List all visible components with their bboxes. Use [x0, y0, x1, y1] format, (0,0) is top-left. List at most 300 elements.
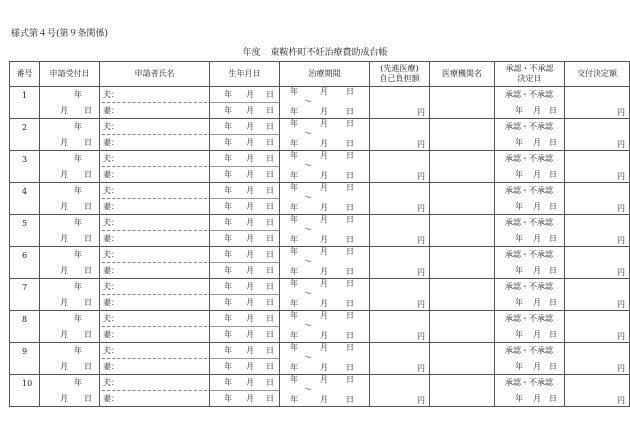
approval-label: 承認・不承認 [505, 154, 553, 163]
month-label: 月 [320, 267, 328, 276]
row-number: 4 [22, 187, 28, 196]
applicant-name-cell[interactable] [100, 151, 210, 183]
month-label: 月 [533, 266, 541, 275]
header-institution: 医療機関名 [430, 62, 495, 87]
month-label: 月 [533, 234, 541, 243]
institution-cell[interactable] [430, 279, 495, 311]
birth-date-cell[interactable] [210, 87, 280, 119]
applicant-name-cell[interactable] [100, 343, 210, 375]
row-number: 7 [22, 283, 28, 292]
month-label: 月 [60, 298, 68, 307]
ledger-table [9, 61, 630, 407]
tilde: ～ [304, 193, 312, 202]
husband-label: 夫： [103, 314, 119, 323]
month-label: 月 [246, 218, 254, 227]
husband-label: 夫： [103, 218, 119, 227]
month-label: 月 [246, 378, 254, 387]
month-label: 月 [246, 106, 254, 115]
treatment-period-cell[interactable] [280, 311, 370, 343]
year-label: 年 [515, 202, 523, 211]
tilde: ～ [304, 161, 312, 170]
tilde: ～ [304, 129, 312, 138]
day-label: 日 [346, 299, 354, 308]
year-label: 年 [290, 107, 298, 116]
tilde: ～ [304, 225, 312, 234]
day-label: 日 [266, 106, 274, 115]
month-label: 月 [320, 247, 328, 256]
day-label: 日 [549, 202, 557, 211]
header-approval-line1: 承認・不承認 [505, 64, 554, 73]
applicant-name-cell[interactable] [100, 279, 210, 311]
husband-label: 夫： [103, 90, 119, 99]
approval-label: 承認・不承認 [505, 314, 553, 323]
self-pay-cell[interactable] [370, 375, 430, 407]
institution-cell[interactable] [430, 87, 495, 119]
treatment-period-cell[interactable] [280, 279, 370, 311]
row-number: 2 [22, 123, 28, 132]
year-label: 年 [74, 378, 82, 387]
applicant-name-cell[interactable] [100, 311, 210, 343]
approval-cell[interactable] [495, 247, 565, 279]
grant-amount-cell[interactable] [565, 279, 630, 311]
approval-cell[interactable] [495, 183, 565, 215]
month-label: 月 [320, 279, 328, 288]
treatment-period-cell[interactable] [280, 151, 370, 183]
year-label: 年 [224, 186, 232, 195]
year-label: 年 [515, 106, 523, 115]
year-label: 年 [74, 282, 82, 291]
application-date-cell[interactable] [40, 151, 100, 183]
table-row [10, 279, 630, 311]
month-label: 月 [320, 395, 328, 404]
tilde: ～ [304, 97, 312, 106]
header-applicant-name: 申請者氏名 [100, 62, 210, 87]
day-label: 日 [266, 250, 274, 259]
year-label: 年 [74, 250, 82, 259]
month-label: 月 [246, 394, 254, 403]
table-row [10, 311, 630, 343]
approval-cell[interactable] [495, 279, 565, 311]
name-divider [102, 198, 207, 199]
month-label: 月 [246, 90, 254, 99]
year-label: 年 [290, 203, 298, 212]
day-label: 日 [266, 314, 274, 323]
grant-amount-cell[interactable] [565, 183, 630, 215]
month-label: 月 [246, 186, 254, 195]
table-row [10, 119, 630, 151]
row-number: 1 [22, 91, 28, 100]
yen-label: 円 [617, 108, 625, 117]
tilde: ～ [304, 257, 312, 266]
tilde: ～ [304, 321, 312, 330]
treatment-period-cell[interactable] [280, 215, 370, 247]
institution-cell[interactable] [430, 343, 495, 375]
tilde: ～ [304, 353, 312, 362]
name-divider [102, 230, 207, 231]
year-label: 年 [290, 279, 298, 288]
yen-label: 円 [617, 364, 625, 373]
yen-label: 円 [617, 140, 625, 149]
self-pay-cell[interactable] [370, 87, 430, 119]
year-label: 年 [515, 362, 523, 371]
wife-label: 妻： [103, 170, 119, 179]
year-label: 年 [290, 343, 298, 352]
year-label: 年 [224, 218, 232, 227]
application-date-cell[interactable] [40, 119, 100, 151]
row-number-cell [10, 247, 40, 279]
treatment-period-cell[interactable] [280, 183, 370, 215]
wife-label: 妻： [103, 362, 119, 371]
row-number: 8 [22, 315, 28, 324]
month-label: 月 [246, 250, 254, 259]
birth-divider [210, 262, 279, 263]
header-application-date: 申請受付日 [40, 62, 100, 87]
day-label: 日 [346, 375, 354, 384]
grant-amount-cell[interactable] [565, 343, 630, 375]
treatment-period-cell[interactable] [280, 119, 370, 151]
treatment-period-cell[interactable] [280, 247, 370, 279]
treatment-period-cell[interactable] [280, 343, 370, 375]
institution-cell[interactable] [430, 151, 495, 183]
year-label: 年 [290, 247, 298, 256]
yen-label: 円 [417, 204, 425, 213]
approval-cell[interactable] [495, 215, 565, 247]
month-label: 月 [320, 171, 328, 180]
month-label: 月 [246, 234, 254, 243]
year-label: 年 [290, 139, 298, 148]
day-label: 日 [346, 107, 354, 116]
table-row [10, 247, 630, 279]
month-label: 月 [60, 362, 68, 371]
month-label: 月 [246, 282, 254, 291]
grant-amount-cell[interactable] [565, 151, 630, 183]
day-label: 日 [84, 202, 92, 211]
month-label: 月 [320, 235, 328, 244]
name-divider [102, 262, 207, 263]
table-row [10, 343, 630, 375]
year-label: 年 [290, 171, 298, 180]
approval-cell[interactable] [495, 119, 565, 151]
header-grant-amount: 交付決定額 [565, 62, 630, 87]
year-label: 年 [224, 346, 232, 355]
grant-amount-cell[interactable] [565, 215, 630, 247]
header-row [10, 62, 630, 87]
day-label: 日 [549, 298, 557, 307]
header-treatment-period: 治療期間 [280, 62, 370, 87]
self-pay-cell[interactable] [370, 183, 430, 215]
year-label: 年 [515, 170, 523, 179]
month-label: 月 [246, 170, 254, 179]
day-label: 日 [346, 267, 354, 276]
birth-date-cell[interactable] [210, 375, 280, 407]
row-number: 10 [22, 379, 33, 388]
month-label: 月 [320, 107, 328, 116]
application-date-cell[interactable] [40, 215, 100, 247]
day-label: 日 [84, 298, 92, 307]
self-pay-cell[interactable] [370, 151, 430, 183]
yen-label: 円 [417, 332, 425, 341]
day-label: 日 [346, 395, 354, 404]
header-self-pay [370, 62, 430, 87]
month-label: 月 [246, 330, 254, 339]
day-label: 日 [266, 330, 274, 339]
day-label: 日 [84, 266, 92, 275]
row-number: 6 [22, 251, 28, 260]
day-label: 日 [549, 330, 557, 339]
self-pay-cell[interactable] [370, 247, 430, 279]
applicant-name-cell[interactable] [100, 119, 210, 151]
month-label: 月 [533, 330, 541, 339]
birth-divider [210, 230, 279, 231]
page-title [0, 45, 630, 58]
year-label: 年 [74, 186, 82, 195]
month-label: 月 [320, 299, 328, 308]
table-row [10, 375, 630, 407]
year-label: 年 [290, 363, 298, 372]
row-number: 9 [22, 347, 28, 356]
month-label: 月 [320, 183, 328, 192]
day-label: 日 [266, 186, 274, 195]
treatment-period-cell[interactable] [280, 375, 370, 407]
approval-cell[interactable] [495, 343, 565, 375]
applicant-name-cell[interactable] [100, 183, 210, 215]
year-label: 年 [290, 215, 298, 224]
day-label: 日 [549, 138, 557, 147]
day-label: 日 [346, 203, 354, 212]
yen-label: 円 [617, 396, 625, 405]
birth-divider [210, 390, 279, 391]
day-label: 日 [549, 266, 557, 275]
year-label: 年 [74, 218, 82, 227]
year-label: 年 [224, 298, 232, 307]
yen-label: 円 [417, 236, 425, 245]
institution-cell[interactable] [430, 215, 495, 247]
wife-label: 妻： [103, 106, 119, 115]
month-label: 月 [246, 202, 254, 211]
month-label: 月 [60, 234, 68, 243]
institution-cell[interactable] [430, 311, 495, 343]
institution-cell[interactable] [430, 183, 495, 215]
approval-cell[interactable] [495, 151, 565, 183]
year-label: 年 [224, 314, 232, 323]
day-label: 日 [346, 363, 354, 372]
year-label: 年 [515, 234, 523, 243]
table-row [10, 215, 630, 247]
row-number-cell [10, 151, 40, 183]
month-label: 月 [533, 170, 541, 179]
husband-label: 夫： [103, 282, 119, 291]
header-approval [495, 62, 565, 87]
year-label: 年 [224, 282, 232, 291]
row-number-cell [10, 375, 40, 407]
month-label: 月 [320, 203, 328, 212]
day-label: 日 [266, 90, 274, 99]
institution-cell[interactable] [430, 247, 495, 279]
day-label: 日 [84, 138, 92, 147]
year-label: 年 [224, 122, 232, 131]
grant-amount-cell[interactable] [565, 119, 630, 151]
approval-label: 承認・不承認 [505, 122, 553, 131]
row-number-cell [10, 343, 40, 375]
birth-date-cell[interactable] [210, 183, 280, 215]
self-pay-cell[interactable] [370, 311, 430, 343]
application-date-cell[interactable] [40, 183, 100, 215]
row-number-cell [10, 215, 40, 247]
name-divider [102, 358, 207, 359]
self-pay-cell[interactable] [370, 215, 430, 247]
self-pay-cell[interactable] [370, 343, 430, 375]
birth-date-cell[interactable] [210, 279, 280, 311]
yen-label: 円 [417, 140, 425, 149]
month-label: 月 [320, 311, 328, 320]
day-label: 日 [84, 106, 92, 115]
wife-label: 妻： [103, 202, 119, 211]
application-date-cell[interactable] [40, 87, 100, 119]
birth-date-cell[interactable] [210, 119, 280, 151]
day-label: 日 [266, 234, 274, 243]
month-label: 月 [320, 151, 328, 160]
row-number-cell [10, 311, 40, 343]
grant-amount-cell[interactable] [565, 311, 630, 343]
day-label: 日 [549, 362, 557, 371]
institution-cell[interactable] [430, 375, 495, 407]
day-label: 日 [266, 138, 274, 147]
table-row [10, 151, 630, 183]
day-label: 日 [549, 106, 557, 115]
husband-label: 夫： [103, 154, 119, 163]
approval-label: 承認・不承認 [505, 186, 553, 195]
month-label: 月 [60, 394, 68, 403]
birth-date-cell[interactable] [210, 343, 280, 375]
application-date-cell[interactable] [40, 247, 100, 279]
year-label: 年 [224, 106, 232, 115]
year-label: 年 [224, 170, 232, 179]
application-date-cell[interactable] [40, 311, 100, 343]
birth-divider [210, 198, 279, 199]
year-label: 年 [290, 299, 298, 308]
month-label: 月 [60, 138, 68, 147]
day-label: 日 [266, 218, 274, 227]
table-row [10, 87, 630, 119]
year-label: 年 [290, 267, 298, 276]
header-self-pay-line1: (先進医療) [380, 64, 419, 73]
name-divider [102, 390, 207, 391]
year-label: 年 [224, 90, 232, 99]
name-divider [102, 134, 207, 135]
application-date-cell[interactable] [40, 279, 100, 311]
name-divider [102, 326, 207, 327]
day-label: 日 [346, 119, 354, 128]
approval-label: 承認・不承認 [505, 378, 553, 387]
approval-label: 承認・不承認 [505, 346, 553, 355]
self-pay-cell[interactable] [370, 279, 430, 311]
grant-amount-cell[interactable] [565, 375, 630, 407]
month-label: 月 [60, 330, 68, 339]
yen-label: 円 [617, 268, 625, 277]
grant-amount-cell[interactable] [565, 247, 630, 279]
day-label: 日 [266, 378, 274, 387]
name-divider [102, 166, 207, 167]
application-date-cell[interactable] [40, 343, 100, 375]
day-label: 日 [84, 170, 92, 179]
self-pay-cell[interactable] [370, 119, 430, 151]
row-number-cell [10, 183, 40, 215]
year-label: 年 [74, 346, 82, 355]
year-label: 年 [290, 151, 298, 160]
month-label: 月 [533, 138, 541, 147]
month-label: 月 [320, 375, 328, 384]
day-label: 日 [346, 311, 354, 320]
month-label: 月 [60, 170, 68, 179]
month-label: 月 [60, 266, 68, 275]
birth-divider [210, 102, 279, 103]
day-label: 日 [346, 331, 354, 340]
row-number: 5 [22, 219, 28, 228]
day-label: 日 [84, 234, 92, 243]
month-label: 月 [60, 202, 68, 211]
grant-amount-cell[interactable] [565, 87, 630, 119]
day-label: 日 [346, 215, 354, 224]
institution-cell[interactable] [430, 119, 495, 151]
month-label: 月 [246, 298, 254, 307]
approval-cell[interactable] [495, 375, 565, 407]
tilde: ～ [304, 385, 312, 394]
year-label: 年 [515, 266, 523, 275]
day-label: 日 [549, 234, 557, 243]
approval-cell[interactable] [495, 311, 565, 343]
yen-label: 円 [417, 396, 425, 405]
year-label: 年 [290, 87, 298, 96]
application-date-cell[interactable] [40, 375, 100, 407]
row-number: 3 [22, 155, 28, 164]
birth-date-cell[interactable] [210, 151, 280, 183]
yen-label: 円 [417, 172, 425, 181]
year-label: 年 [224, 394, 232, 403]
month-label: 月 [533, 202, 541, 211]
month-label: 月 [320, 119, 328, 128]
wife-label: 妻： [103, 138, 119, 147]
year-label: 年 [74, 122, 82, 131]
approval-label: 承認・不承認 [505, 250, 553, 259]
applicant-name-cell[interactable] [100, 87, 210, 119]
form-number: 様式第４号(第９条関係) [11, 29, 109, 39]
day-label: 日 [266, 346, 274, 355]
day-label: 日 [84, 394, 92, 403]
birth-date-cell[interactable] [210, 311, 280, 343]
husband-label: 夫： [103, 122, 119, 131]
applicant-name-cell[interactable] [100, 375, 210, 407]
applicant-name-cell[interactable] [100, 215, 210, 247]
day-label: 日 [266, 202, 274, 211]
month-label: 月 [320, 139, 328, 148]
wife-label: 妻： [103, 234, 119, 243]
yen-label: 円 [417, 108, 425, 117]
tilde: ～ [304, 289, 312, 298]
month-label: 月 [533, 362, 541, 371]
day-label: 日 [84, 362, 92, 371]
yen-label: 円 [617, 300, 625, 309]
birth-date-cell[interactable] [210, 247, 280, 279]
birth-date-cell[interactable] [210, 215, 280, 247]
year-label: 年 [224, 362, 232, 371]
wife-label: 妻： [103, 394, 119, 403]
approval-cell[interactable] [495, 87, 565, 119]
yen-label: 円 [417, 300, 425, 309]
husband-label: 夫： [103, 346, 119, 355]
year-label: 年 [515, 138, 523, 147]
treatment-period-cell[interactable] [280, 87, 370, 119]
applicant-name-cell[interactable] [100, 247, 210, 279]
